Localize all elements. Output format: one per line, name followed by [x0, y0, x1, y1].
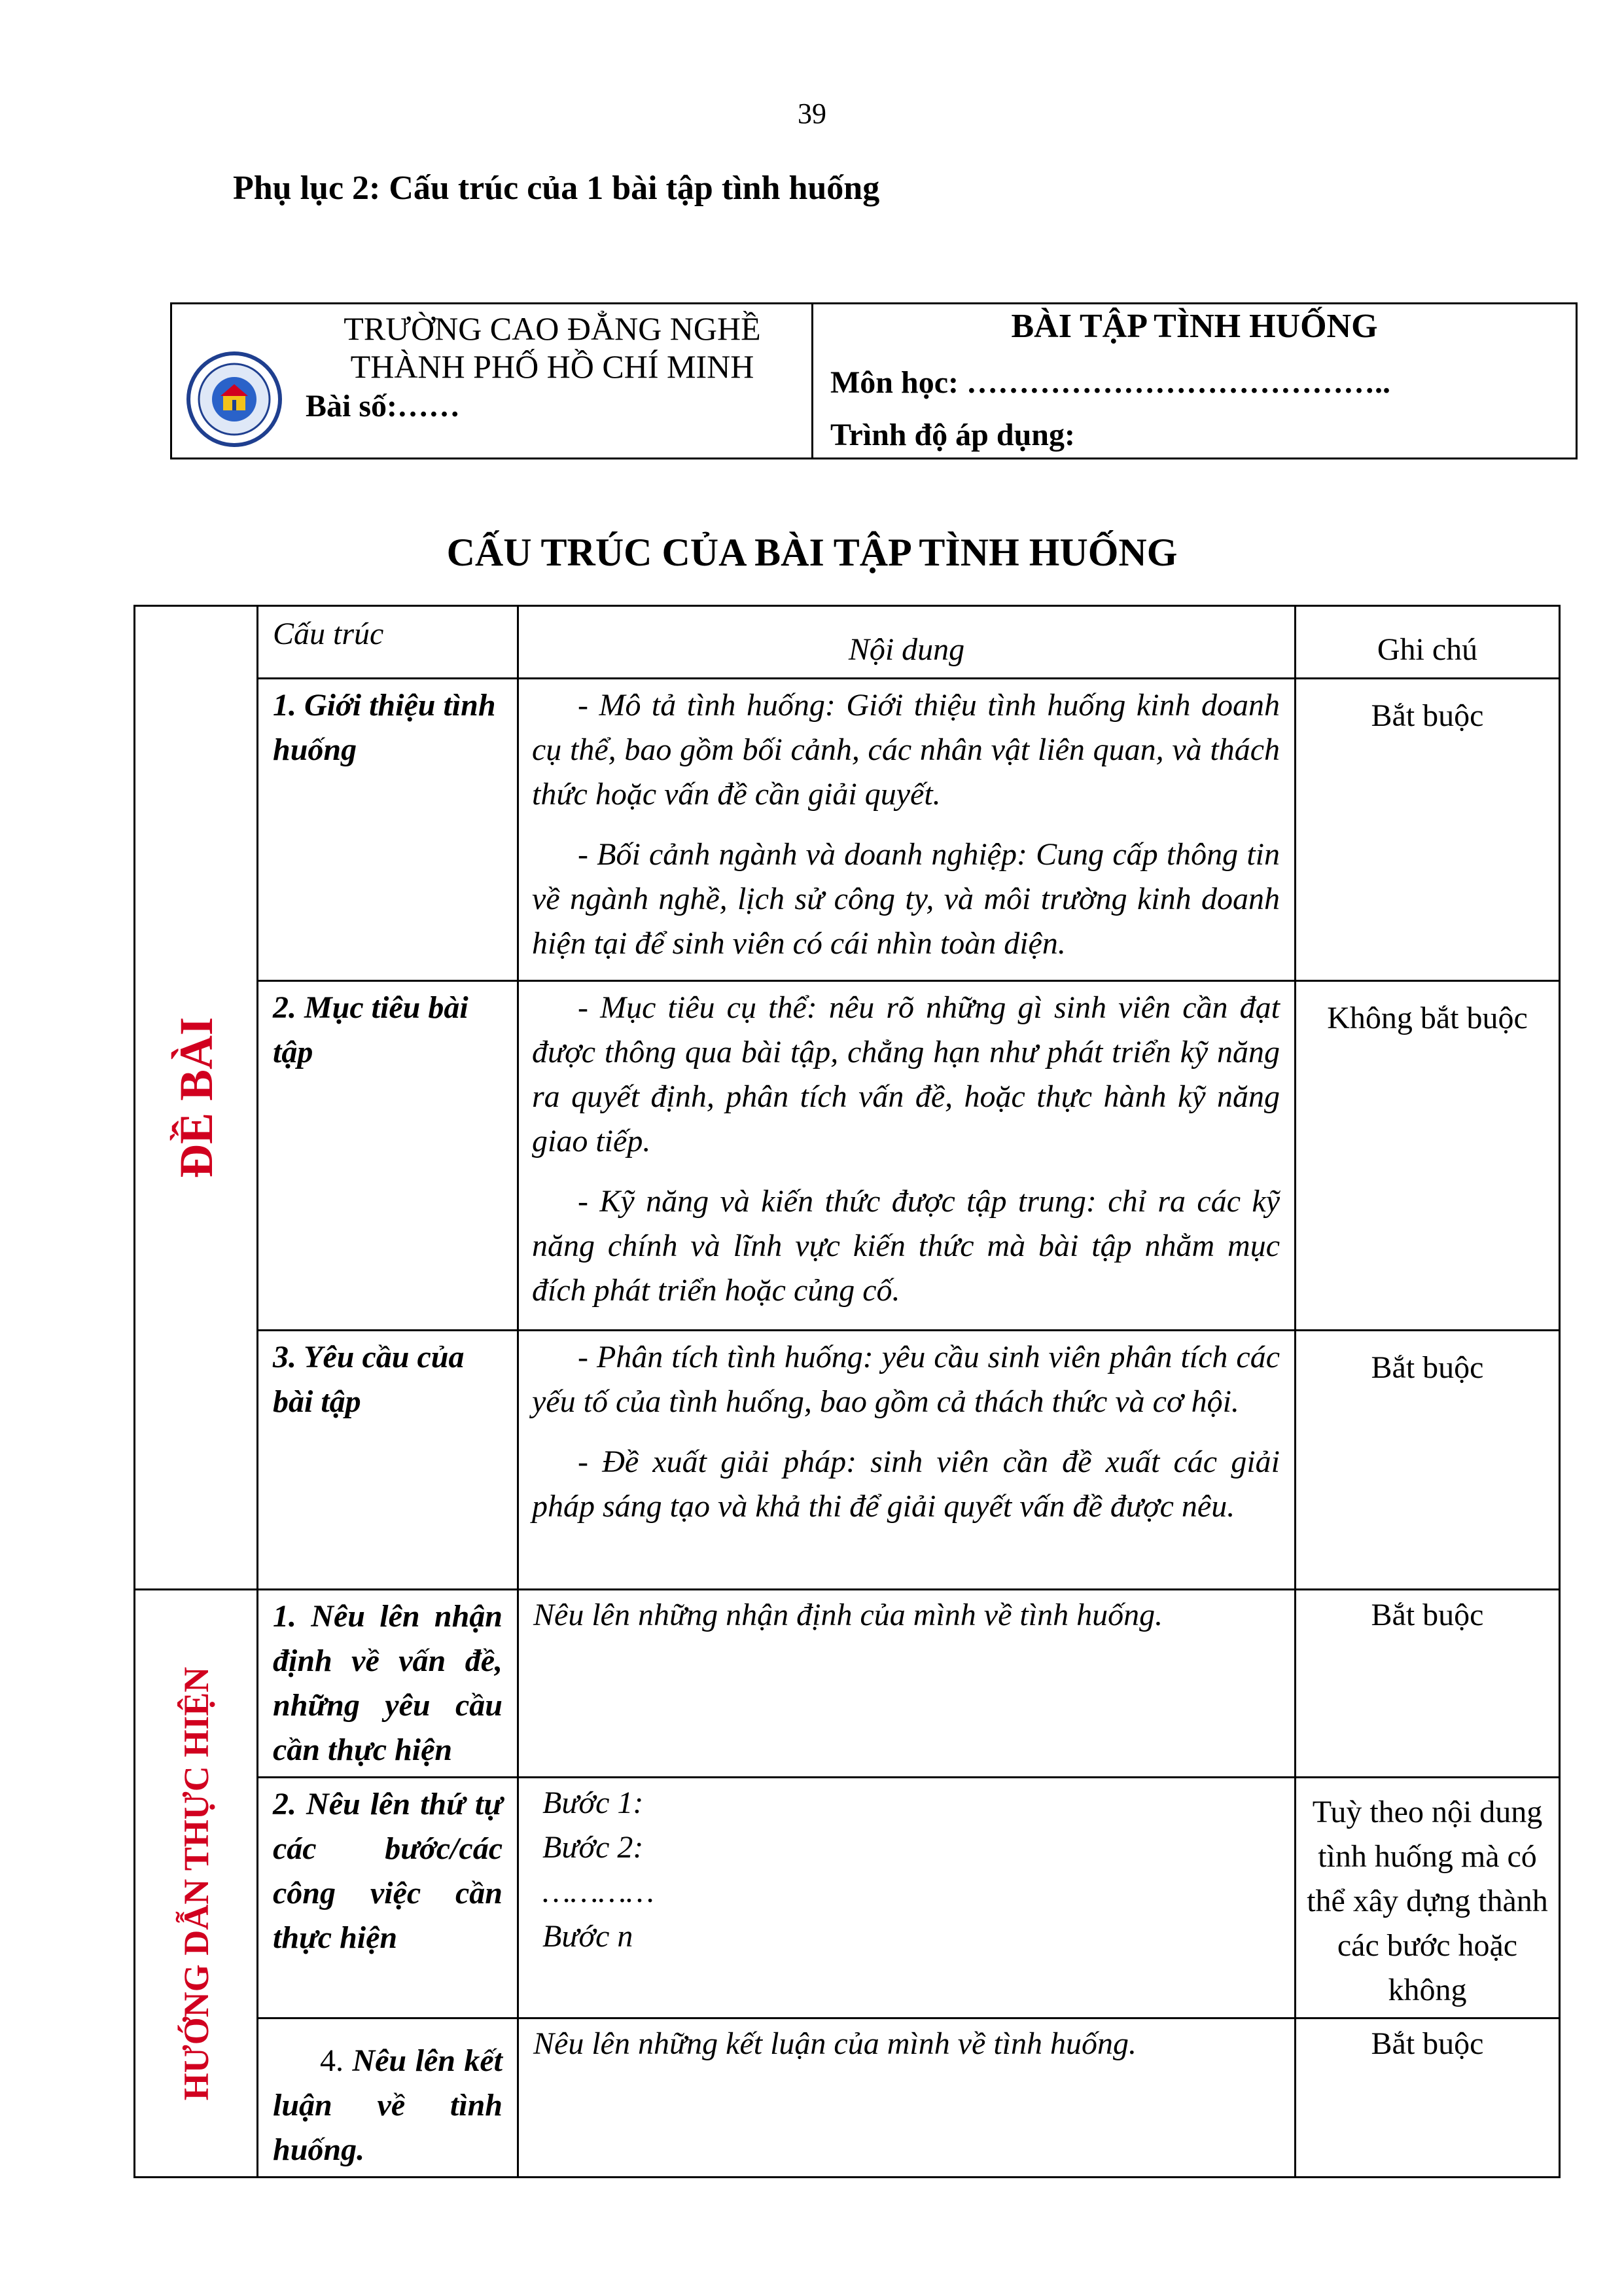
step-item: Bước 1: — [542, 1785, 644, 1820]
content-paragraph: - Bối cảnh ngành và doanh nghiệp: Cung cấp thông tin về ngành nghề, lịch sử công ty, và môi trường kinh doanh hiện tại để sinh viên có cái nhìn toàn diện. — [532, 837, 1280, 961]
col-header-structure: Cấu trúc — [258, 606, 518, 679]
exercise-title: BÀI TẬP TÌNH HUỐNG — [1011, 308, 1378, 345]
content-paragraph: - Đề xuất giải pháp: sinh viên cần đề xuất các giải pháp sáng tạo và khả thi để giải quyết vấn đề được nêu. — [532, 1444, 1280, 1524]
subject-field: Môn học: ………………………………….. — [830, 365, 1390, 400]
section-de-bai — [135, 606, 258, 1590]
exercise-info-cell — [813, 304, 1577, 459]
content-paragraph: - Mô tả tình huống: Giới thiệu tình huống kinh doanh cụ thể, bao gồm bối cảnh, các nhân vật liên quan, và thách thức hoặc vấn đề cần giải quyết. — [532, 688, 1280, 812]
content-cell — [518, 981, 1296, 1331]
content-paragraph: - Phân tích tình huống: yêu cầu sinh viên phân tích các yếu tố của tình huống, bao gồm cả thách thức và cơ hội. — [532, 1340, 1280, 1419]
structure-table — [133, 605, 1561, 2178]
col-header-content: Nội dung — [518, 606, 1296, 679]
school-line-2: THÀNH PHỐ HỒ CHÍ MINH — [350, 348, 754, 385]
table-row — [135, 1331, 1560, 1590]
appendix-title: Phụ lục 2: Cấu trúc của 1 bài tập tình huống — [233, 170, 880, 207]
criterion: 2. Nêu lên thứ tự các bước/các công việc cần thực hiện — [258, 1778, 518, 2018]
header-box — [170, 302, 1578, 459]
table-row — [135, 679, 1560, 981]
note: Không bắt buộc — [1296, 981, 1560, 1331]
main-title: CẤU TRÚC CỦA BÀI TẬP TÌNH HUỐNG — [446, 531, 1178, 574]
level-field: Trình độ áp dụng: — [830, 418, 1075, 452]
section-label-huong-dan: HƯỚNG DẪN THỰC HIỆN — [176, 1666, 216, 2100]
criterion-text: Nêu lên kết luận về tình huống. — [273, 2043, 503, 2167]
section-label-de-bai: ĐỀ BÀI — [169, 1016, 222, 1179]
step-item: Bước 2: — [542, 1830, 644, 1865]
table-row — [135, 1778, 1560, 2018]
table-row — [135, 1590, 1560, 1778]
content-cell: Nêu lên những nhận định của mình về tình huống. — [518, 1590, 1296, 1778]
note: Tuỳ theo nội dung tình huống mà có thể xây dựng thành các bước hoặc không — [1296, 1778, 1560, 2018]
table-row — [135, 981, 1560, 1331]
col-header-note: Ghi chú — [1296, 606, 1560, 679]
criterion: 1. Giới thiệu tình huống — [258, 679, 518, 981]
note: Bắt buộc — [1296, 2018, 1560, 2178]
criterion-number: 4. — [320, 2043, 353, 2078]
criterion: 2. Mục tiêu bài tập — [258, 981, 518, 1331]
content-cell — [518, 1331, 1296, 1590]
school-name — [277, 310, 828, 386]
note: Bắt buộc — [1296, 1590, 1560, 1778]
note: Bắt buộc — [1296, 1331, 1560, 1590]
table-row — [135, 2018, 1560, 2178]
criterion: 3. Yêu cầu của bài tập — [258, 1331, 518, 1590]
content-cell — [518, 679, 1296, 981]
school-cell — [171, 304, 813, 459]
section-huong-dan — [135, 1590, 258, 2178]
step-item: ………… — [542, 1874, 654, 1909]
content-paragraph: - Kỹ năng và kiến thức được tập trung: chỉ ra các kỹ năng chính và lĩnh vực kiến thức mà bài tập nhằm mục đích phát triển hoặc củng cố. — [532, 1184, 1280, 1308]
page-number: 39 — [798, 98, 826, 130]
content-cell: Nêu lên những kết luận của mình về tình huống. — [518, 2018, 1296, 2178]
table-header-row — [135, 606, 1560, 679]
steps-cell — [518, 1778, 1296, 2018]
criterion: 1. Nêu lên nhận định về vấn đề, những yêu cầu cần thực hiện — [258, 1590, 518, 1778]
note: Bắt buộc — [1296, 679, 1560, 981]
step-item: Bước n — [542, 1919, 633, 1954]
content-paragraph: - Mục tiêu cụ thể: nêu rõ những gì sinh viên cần đạt được thông qua bài tập, chẳng hạn như phát triển kỹ năng ra quyết định, phân tích vấn đề, hoặc thực hành kỹ năng giao tiếp. — [532, 990, 1280, 1158]
school-line-1: TRƯỜNG CAO ĐẲNG NGHỀ — [344, 310, 761, 347]
school-logo-icon — [185, 350, 283, 448]
lesson-number: Bài số:…… — [306, 389, 461, 423]
criterion — [258, 2018, 518, 2178]
